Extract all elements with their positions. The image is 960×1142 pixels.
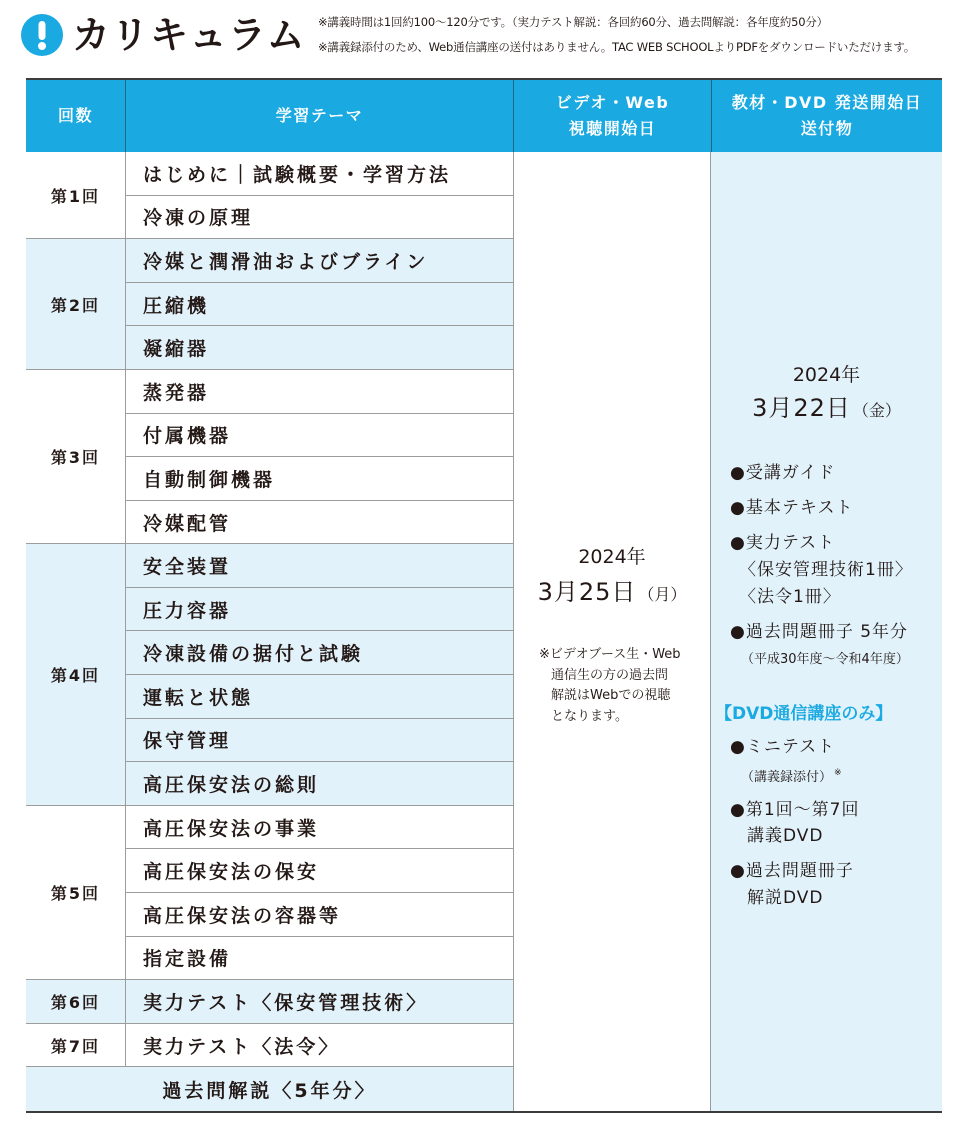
video-start-note: [539, 645, 681, 728]
material-item-detail: 〈法令1冊〉: [739, 587, 841, 607]
material-item: ●受講ガイド: [730, 463, 836, 483]
material-item-detail: （講義録添付） ※: [741, 768, 842, 785]
video-start-cell: [513, 152, 711, 1111]
topic-cell: 実力テスト〈保安管理技術〉: [125, 980, 513, 1024]
session-label: 第7回: [26, 1024, 125, 1068]
material-item: ●第1回～第7回: [730, 800, 860, 820]
page-title: カリキュラム: [72, 13, 306, 57]
lecture-notes-note: ※講義録添付のため、Web通信講座の送付はありません。TAC WEB SCHOOLよりPDFをダウンロードいただけます。: [318, 40, 916, 54]
materials-date: [711, 392, 942, 427]
topic-cell: 冷凍の原理: [125, 196, 513, 240]
session-label: 第5回: [26, 806, 125, 980]
topic-cell: 指定設備: [125, 937, 513, 981]
exclamation-icon: [20, 13, 64, 57]
column-header-session: 回数: [26, 80, 125, 152]
topic-cell: 高圧保安法の事業: [125, 806, 513, 850]
topic-cell: 蒸発器: [125, 370, 513, 414]
column-header-theme: 学習テーマ: [125, 80, 513, 152]
lecture-time-note: ※講義時間は1回約100～120分です。（実力テスト解説：各回約60分、過去問解説：各年度約50分）: [318, 15, 828, 29]
note-line: ※ビデオブース生・Web: [539, 647, 681, 662]
material-item: ●過去問題冊子 5年分: [730, 622, 909, 642]
topic-cell: 付属機器: [125, 414, 513, 458]
past-exam-row: 過去問解説〈5年分〉: [26, 1067, 513, 1111]
materials-year: 2024年: [792, 364, 861, 386]
note-line: 通信生の方の過去問: [551, 667, 669, 683]
topic-cell: はじめに｜試験概要・学習方法: [125, 152, 513, 196]
video-start-date: [514, 576, 710, 611]
material-item-detail: 解説DVD: [747, 888, 824, 908]
topic-cell: 冷媒と潤滑油およびブライン: [125, 239, 513, 283]
topic-cell: 高圧保安法の保安: [125, 849, 513, 893]
material-item-detail: （平成30年度～令和4年度）: [741, 652, 909, 667]
topic-cell: 保守管理: [125, 719, 513, 763]
topic-cell: 自動制御機器: [125, 457, 513, 501]
video-start-day: 3月25日: [537, 578, 637, 606]
material-item: ●基本テキスト: [730, 498, 854, 518]
topic-cell: 安全装置: [125, 544, 513, 588]
topic-cell: 高圧保安法の総則: [125, 762, 513, 806]
material-item: ●実力テスト: [730, 533, 836, 553]
session-label: 第2回: [26, 239, 125, 370]
column-header-video-start: ビデオ・Web 視聴開始日: [513, 80, 711, 152]
material-item: ●過去問題冊子: [730, 861, 854, 881]
topic-cell: 冷媒配管: [125, 501, 513, 545]
dvd-only-heading: 【DVD通信講座のみ】: [715, 704, 893, 724]
topic-cell: 実力テスト〈法令〉: [125, 1024, 513, 1068]
session-label: 第3回: [26, 370, 125, 544]
material-item-detail: 〈保安管理技術1冊〉: [739, 560, 913, 580]
materials-day: 3月22日: [752, 394, 851, 422]
material-item-detail: 講義DVD: [747, 826, 824, 846]
column-header-materials: 教材・DVD 発送開始日 送付物: [711, 80, 942, 152]
session-label: 第6回: [26, 980, 125, 1024]
note-line: となります。: [551, 709, 628, 725]
session-label: 第1回: [26, 152, 125, 239]
topic-cell: 運転と状態: [125, 675, 513, 719]
material-item: ●ミニテスト: [730, 737, 836, 757]
topic-cell: 高圧保安法の容器等: [125, 893, 513, 937]
topic-cell: 凝縮器: [125, 326, 513, 370]
materials-weekday: （金）: [852, 401, 901, 420]
topic-cell: 圧縮機: [125, 283, 513, 327]
video-start-weekday: （月）: [638, 585, 687, 604]
topic-cell: 圧力容器: [125, 588, 513, 632]
curriculum-table: [26, 78, 942, 1113]
topic-cell: 冷凍設備の据付と試験: [125, 631, 513, 675]
footnote-mark: ※: [834, 768, 842, 778]
video-start-year: 2024年: [578, 546, 646, 568]
header-notes: [318, 10, 950, 60]
note-line: 解説はWebでの視聴: [551, 688, 671, 704]
session-label: 第4回: [26, 544, 125, 806]
materials-cell: [711, 152, 942, 1111]
